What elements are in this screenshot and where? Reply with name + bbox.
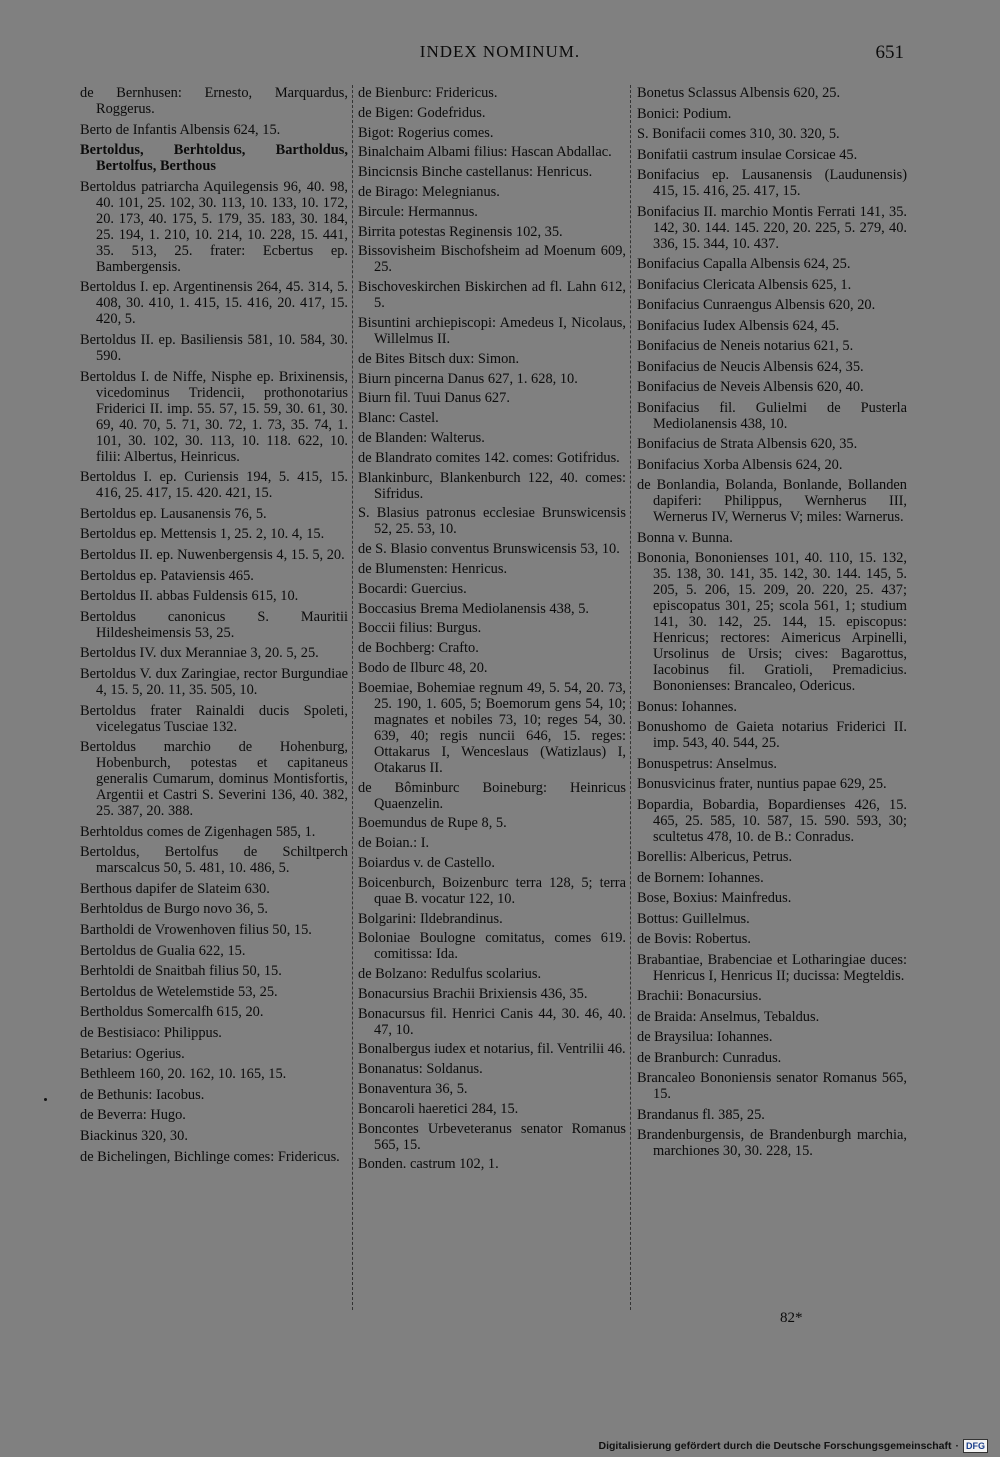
index-entry: Bigot: Rogerius comes. [358,124,494,141]
index-entry: Bonifatii castrum insulae Corsicae 45. [637,146,858,163]
index-entry: Bonifacius de Neneis notarius 621, 5. [637,338,854,354]
index-entry: Bethleem 160, 20. 162, 10. 165, 15. [80,1066,287,1083]
index-entry: Bertholdus Somercalfh 615, 20. [80,1004,264,1021]
page-number: 651 [875,42,904,63]
index-entry: Bolgarini: Ildebrandinus. [358,910,503,927]
index-entry: Borellis: Albericus, Petrus. [637,849,793,865]
index-entry: de Bolzano: Redulfus scolarius. [358,966,542,983]
index-entry: de Braysilua: Iohannes. [637,1029,773,1045]
index-entry: Bertoldus de Gualia 622, 15. [80,942,246,959]
index-entry: Bonifacius fil. Gulielmi de Pusterla Mediolanensis 438, 10. [637,399,907,432]
index-entry: Bononia, Bononienses 101, 40. 110, 15. 132, 35. 138, 30. 141, 35. 142, 30. 144. 145, 5. 205, 5. 206, 15. 209, 20. 220, 25. 437; episcopatus 301, 25; scola 561, 1; studium 141, 30. 142, 25. 144, 15. episcopus: Henricus; rectores: Aimericus Arpinelli, Ursolinus de Ursis; cives: Bagarottus, Iacobinus fil. Gratioli, Premadicius. Bononienses: Brancaleo, Odericus. [637,550,907,694]
index-entry: Bonifacius de Neucis Albensis 624, 35. [637,358,864,375]
index-entry: Bonifacius Xorba Albensis 624, 20. [637,456,843,473]
index-entry: Bocardi: Guercius. [358,580,467,597]
footer-separator: · [955,1440,959,1452]
index-entry: Boicenburch, Boizenburc terra 128, 5; terra quae B. vocatur 122, 10. [358,874,626,907]
index-entry: S. Blasius patronus ecclesiae Brunswicensis 52, 25. 53, 10. [358,505,626,538]
index-entry: de Braida: Anselmus, Tebaldus. [637,1008,820,1025]
index-entry: Boloniae Boulogne comitatus, comes 619. comitissa: Ida. [358,930,626,963]
index-entry: Brabantiae, Brabenciae et Lotharingiae duces: Henricus I, Henricus II; ducissa: Megteldis. [637,951,907,984]
index-entry: de Bichelingen, Bichlinge comes: Fridericus. [80,1148,340,1165]
signature-mark: 82* [780,1310,803,1326]
index-entry: Bertoldus I. ep. Argentinensis 264, 45. 314, 5. 408, 30. 410, 1. 415, 15. 416, 20. 417, 15. 420, 5. [80,279,348,328]
footer-text: Digitalisierung gefördert durch die Deutsche Forschungsgemeinschaft [598,1440,952,1452]
index-entry: Bertoldus, Bertolfus de Schiltperch marscalcus 50, 5. 481, 10. 486, 5. [80,844,348,877]
margin-mark [44,1098,47,1101]
index-entry: Bertoldus I. ep. Curiensis 194, 5. 415, 15. 416, 25. 417, 15. 420. 421, 15. [80,469,348,502]
index-entry: Bertoldus ep. Lausanensis 76, 5. [80,505,267,522]
index-column-2 [358,85,626,1176]
index-entry: Betarius: Ogerius. [80,1045,185,1062]
index-entry: de Bovis: Robertus. [637,931,751,947]
index-entry: de Bigen: Godefridus. [358,104,486,121]
index-entry: Bircule: Hermannus. [358,203,478,220]
index-entry: Berhtoldus de Burgo novo 36, 5. [80,901,269,918]
index-entry: de Birago: Melegnianus. [358,183,500,200]
index-entry: Bertoldus II. abbas Fuldensis 615, 10. [80,588,299,605]
index-entry: Boncontes Urbeveteranus senator Romanus 565, 15. [358,1120,626,1153]
index-entry: Bertoldus V. dux Zaringiae, rector Burgundiae 4, 15. 5, 20. 11, 35. 505, 10. [80,665,348,698]
index-entry: Bertoldus frater Rainaldi ducis Spoleti, vicelegatus Tusciae 132. [80,702,348,735]
index-entry: Boccii filius: Burgus. [358,620,482,637]
index-entry: Bonifacius Capalla Albensis 624, 25. [637,256,851,272]
index-entry: Bonici: Podium. [637,105,732,122]
index-entry: Bartholdi de Vrowenhoven filius 50, 15. [80,922,312,939]
index-entry: Bonifacius II. marchio Montis Ferrati 141, 35. 142, 30. 144. 145. 220, 20. 225, 5. 279, 40. 336, 15. 344, 10. 437. [637,203,907,252]
index-entry: Bonacursus fil. Henrici Canis 44, 30. 46, 40. 47, 10. [358,1005,626,1038]
index-entry: Bonacursius Brachii Brixiensis 436, 35. [358,985,588,1002]
index-entry: de Bonlandia, Bolanda, Bonlande, Bollanden dapiferi: Philippus, Wernherus III, Wernerus IV, Wernerus V; miles: Warnerus. [637,477,907,525]
index-entry: Bertoldus II. ep. Nuwenbergensis 4, 15. 5, 20. [80,546,345,563]
running-title: INDEX NOMINUM. [419,42,581,61]
index-entry: Brachii: Bonacursius. [637,988,762,1004]
index-entry: Bonifacius Cunraengus Albensis 620, 20. [637,297,876,313]
index-column-3 [637,85,907,1164]
index-entry: de Bites Bitsch dux: Simon. [358,350,520,367]
index-entry: de Bôminburc Boineburg: Heinricus Quaenzelin. [358,779,626,812]
index-entry: Blanc: Castel. [358,410,439,427]
index-entry: Bertoldus de Wetelemstide 53, 25. [80,983,278,1000]
index-entry: Bertoldus, Berhtoldus, Bartholdus, Bertolfus, Berthous [80,142,348,175]
index-entry: de Bochberg: Crafto. [358,640,479,657]
index-entry: Biurn pincerna Danus 627, 1. 628, 10. [358,370,578,387]
index-entry: Binalchaim Albami filius: Hascan Abdallac. [358,144,612,161]
digitization-footer [599,1437,988,1455]
index-entry: Blankinburc, Blankenburch 122, 40. comes: Sifridus. [358,469,626,502]
index-entry: Bertoldus marchio de Hohenburg, Hobenburch, potestas et capitaneus generalis Cumarum, dominus Montisfortis, Argentii et Castri S. Severini 136, 40. 382, 25. 387, 20. 388. [80,739,348,820]
index-entry: de Branburch: Cunradus. [637,1049,782,1066]
index-entry: Brancaleo Bononiensis senator Romanus 565, 15. [637,1070,907,1102]
column-divider-1 [352,85,353,1310]
index-entry: Bonifacius Clericata Albensis 625, 1. [637,276,852,293]
page-header [0,42,1000,70]
index-entry: Bissovisheim Bischofsheim ad Moenum 609, 25. [358,243,626,276]
index-entry: Bonna v. Bunna. [637,529,733,546]
index-entry: Bonanatus: Soldanus. [358,1061,483,1078]
index-entry: Birrita potestas Reginensis 102, 35. [358,223,563,240]
index-entry: de Bienburc: Fridericus. [358,85,498,101]
index-entry: de S. Blasio conventus Brunswicensis 53, 10. [358,541,620,558]
index-entry: Bonushomo de Gaieta notarius Friderici II. imp. 543, 40. 544, 25. [637,719,907,751]
index-entry: Brandenburgensis, de Brandenburgh marchia, marchiones 30, 30. 228, 15. [637,1127,907,1159]
index-entry: Bertoldus patriarcha Aquilegensis 96, 40. 98, 40. 101, 25. 102, 30. 113, 10. 133, 10. 172, 20. 173, 40. 175, 5. 179, 35. 183, 30. 184, 25. 194, 1. 210, 10. 214, 10. 228, 15. 441, 35. 513, 25. frater: Ecbertus ep. Bambergensis. [80,178,348,275]
index-entry: Bonifacius de Strata Albensis 620, 35. [637,436,858,452]
index-entry: Bonden. castrum 102, 1. [358,1156,499,1173]
index-entry: Berto de Infantis Albensis 624, 15. [80,121,281,138]
index-entry: Bonuspetrus: Anselmus. [637,755,777,772]
index-entry: Boemundus de Rupe 8, 5. [358,815,507,832]
index-entry: Bonifacius de Neveis Albensis 620, 40. [637,379,864,395]
index-entry: Boccasius Brema Mediolanensis 438, 5. [358,600,590,617]
index-entry: Boncaroli haeretici 284, 15. [358,1100,519,1117]
index-entry: de Bethunis: Iacobus. [80,1086,205,1103]
index-entry: Bonifacius ep. Lausanensis (Laudunensis) 415, 15. 416, 25. 417, 15. [637,167,907,199]
index-entry: Bertoldus ep. Mettensis 1, 25. 2, 10. 4, 15. [80,526,325,543]
index-entry: de Blandrato comites 142. comes: Gotifridus. [358,449,620,466]
dfg-logo [963,1439,988,1453]
index-entry: Bisuntini archiepiscopi: Amedeus I, Nicolaus, Willelmus II. [358,314,626,347]
index-entry: de Boian.: I. [358,835,430,852]
index-entry: Bischoveskirchen Biskirchen ad fl. Lahn 612, 5. [358,279,626,312]
index-entry: de Blanden: Walterus. [358,429,485,446]
index-entry: Bertoldus canonicus S. Mauritii Hildesheimensis 53, 25. [80,608,348,641]
index-entry: Bonalbergus iudex et notarius, fil. Ventrilii 46. [358,1041,626,1058]
index-entry: Brandanus fl. 385, 25. [637,1106,765,1123]
index-entry: Bonifacius Iudex Albensis 624, 45. [637,317,840,334]
index-entry: de Bestisiaco: Philippus. [80,1025,222,1042]
index-entry: Berthous dapifer de Slateim 630. [80,880,270,897]
index-entry: de Bernhusen: Ernesto, Marquardus, Roggerus. [80,85,348,117]
index-entry: Bopardia, Bobardia, Bopardienses 426, 15. 465, 25. 585, 10. 587, 15. 590. 593, 30; scultetus 478, 10. de B.: Conradus. [637,796,907,845]
index-entry: Bertoldus II. ep. Basiliensis 581, 10. 584, 30. 590. [80,331,348,364]
dfg-logo-text: DFG [966,1441,985,1451]
index-entry: Bonetus Sclassus Albensis 620, 25. [637,85,841,101]
index-entry: Boemiae, Bohemiae regnum 49, 5. 54, 20. 73, 25. 190, 1. 605, 5; Boemorum gens 54, 10; magnates et nobiles 73, 10; reges 54, 30. 639, 40; regis nuncii 646, 15. reges: Ottakarus I, Wenceslaus (Watizlaus) I, Otakarus II. [358,679,626,776]
index-entry: Bose, Boxius: Mainfredus. [637,890,792,906]
index-entry: Bonus: Iohannes. [637,698,737,715]
index-entry: S. Bonifacii comes 310, 30. 320, 5. [637,126,840,142]
index-entry: de Blumensten: Henricus. [358,560,508,577]
index-entry: Bodo de Ilburc 48, 20. [358,659,488,676]
index-entry: Berhtoldi de Snaitbah filius 50, 15. [80,963,282,980]
index-entry: de Beverra: Hugo. [80,1107,186,1124]
index-entry: de Bornem: Iohannes. [637,869,764,886]
index-entry: Bertoldus IV. dux Meranniae 3, 20. 5, 25. [80,645,319,662]
index-entry: Bertoldus I. de Niffe, Nisphe ep. Brixinensis, vicedominus Tridencii, prothonotarius Friderici II. imp. 55. 57, 15. 59, 30. 61, 30. 69, 40. 70, 5. 71, 30. 72, 1. 73, 35. 74, 1. 101, 30. 102, 30. 113, 10. 118. 622, 10. filii: Albertus, Heinricus. [80,368,348,465]
index-column-1 [80,85,348,1169]
index-entry: Biackinus 320, 30. [80,1128,188,1144]
index-entry: Bincicnsis Binche castellanus: Henricus. [358,164,593,181]
index-entry: Boiardus v. de Castello. [358,854,495,871]
column-divider-2 [630,85,631,1310]
index-entry: Berhtoldus comes de Zigenhagen 585, 1. [80,823,316,840]
index-entry: Bottus: Guillelmus. [637,910,750,927]
index-entry: Bertoldus ep. Pataviensis 465. [80,567,254,584]
index-entry: Biurn fil. Tuui Danus 627. [358,390,510,407]
index-entry: Bonaventura 36, 5. [358,1081,468,1098]
index-entry: Bonusvicinus frater, nuntius papae 629, 25. [637,776,887,792]
